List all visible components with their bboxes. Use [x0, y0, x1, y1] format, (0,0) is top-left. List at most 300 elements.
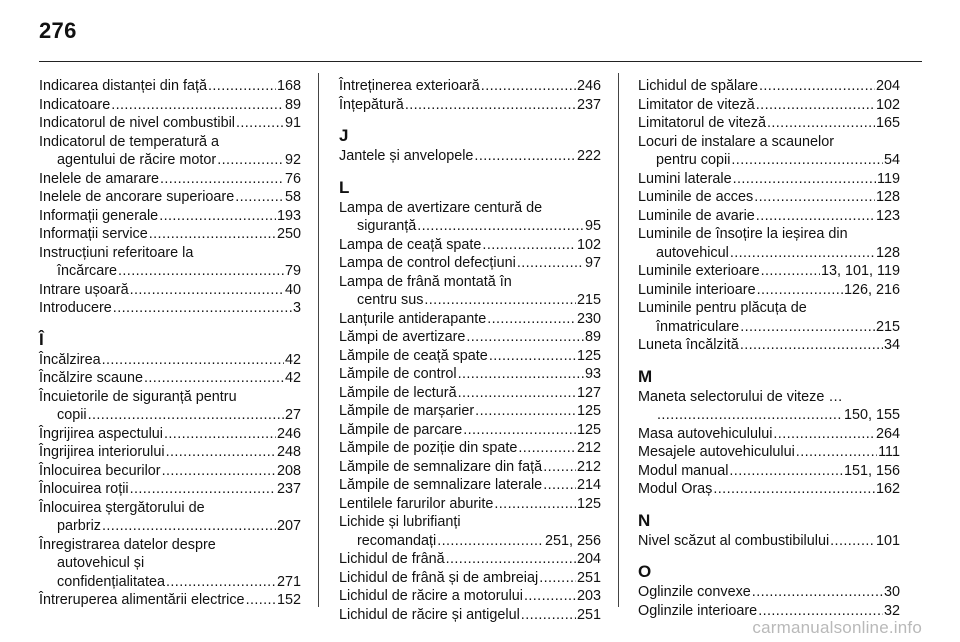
page-reference: 102 [576, 236, 601, 253]
index-entry-line [339, 458, 601, 477]
index-term: Lanțurile antiderapante [339, 310, 487, 327]
index-entry [339, 458, 601, 477]
index-entry-line [638, 96, 900, 115]
index-term: Luminile exterioare [638, 263, 760, 279]
index-entry [339, 273, 601, 310]
dot-leader [466, 328, 584, 347]
index-term: Oglinzile convexe [638, 584, 751, 600]
dot-leader [474, 147, 576, 166]
index-entry [39, 369, 301, 388]
index-entry-line [638, 133, 900, 152]
dot-leader [159, 207, 276, 226]
index-term: Modul Oraș [638, 481, 713, 497]
dot-leader [164, 425, 276, 444]
index-entry-line [638, 170, 900, 189]
index-column-1 [39, 77, 301, 610]
index-entry-line [638, 281, 900, 300]
index-entry [339, 550, 601, 569]
index-entry-line [39, 225, 301, 244]
index-term: Jantele și anvelopele [339, 148, 474, 164]
page-reference: 207 [276, 518, 301, 534]
index-entry-line [39, 573, 301, 592]
page-reference: 251, 256 [544, 532, 601, 549]
index-term: Lentilele farurilor aburite [339, 495, 494, 512]
index-entry [39, 480, 301, 499]
dot-leader [733, 170, 876, 189]
index-entry [39, 351, 301, 370]
index-letter-heading: O [638, 562, 652, 581]
index-term: copii [57, 407, 87, 423]
dot-leader [713, 480, 875, 499]
page-reference: 248 [276, 444, 301, 460]
index-entry-line [339, 236, 601, 255]
page-reference: 3 [292, 300, 301, 316]
index-term: Oglinzile interioare [638, 602, 758, 619]
dot-leader [518, 439, 576, 458]
page-reference: 212 [576, 440, 601, 456]
index-entry [339, 402, 601, 421]
index-term: Lămpile de lectură [339, 384, 457, 401]
page-reference: 162 [875, 481, 900, 497]
dot-leader [162, 462, 276, 481]
dot-leader [246, 591, 276, 610]
index-term: Îngrijirea interiorului [39, 444, 165, 460]
index-entry [638, 480, 900, 499]
dot-leader [494, 495, 576, 514]
page-reference: 34 [883, 337, 900, 353]
index-term: Lămpile de parcare [339, 421, 463, 438]
page-number: 276 [39, 18, 77, 43]
page-reference: 251 [576, 606, 601, 623]
index-term: înmatriculare [656, 318, 740, 335]
index-term: Introducere [39, 300, 112, 316]
dot-leader [482, 236, 576, 255]
index-term: Lampa de frână montată în [339, 273, 512, 290]
page-reference: 271 [276, 573, 301, 590]
index-entry-line [39, 114, 301, 133]
index-term: Lămpile de ceață spate [339, 347, 488, 364]
page-reference: 215 [576, 292, 601, 308]
index-term: Lichidul de frână și de ambreiaj [339, 569, 539, 586]
index-entry-line [339, 199, 601, 218]
index-entry-line [339, 347, 601, 366]
index-entry [339, 236, 601, 255]
index-term: Încălzirea [39, 351, 101, 368]
index-entry-line [39, 244, 301, 263]
column-divider [618, 73, 619, 607]
index-term: Întreținerea exterioară [339, 78, 480, 94]
index-entry-line [39, 499, 301, 518]
dot-leader [166, 443, 276, 462]
index-entry-line [39, 351, 301, 370]
index-entry-line [339, 217, 601, 236]
index-term: Lichidul de frână [339, 551, 445, 567]
index-entry-line [638, 207, 900, 226]
index-entry [39, 499, 301, 536]
dot-leader [481, 77, 576, 96]
index-term: Lămpile de control [339, 366, 457, 382]
dot-leader [740, 318, 875, 337]
index-term: Lămpile de marșarier [339, 403, 475, 419]
index-entry-line [638, 336, 900, 355]
dot-leader [752, 583, 883, 602]
index-term: autovehicul [656, 244, 729, 261]
index-entry-line [638, 244, 900, 263]
index-entry-line [638, 532, 900, 551]
index-entry [638, 388, 900, 425]
dot-leader [417, 217, 584, 236]
index-entry-line [39, 462, 301, 481]
dot-leader [543, 458, 576, 477]
index-term: Luneta încălzită [638, 337, 739, 353]
page-reference: 111 [878, 444, 900, 460]
page-reference: 127 [576, 384, 601, 401]
index-entry-line [339, 96, 601, 115]
index-entry-line [39, 517, 301, 536]
index-entry [39, 443, 301, 462]
dot-leader [88, 406, 284, 425]
dot-leader [463, 421, 576, 440]
index-entry-line [339, 587, 601, 606]
index-entry-line [39, 369, 301, 388]
index-term: Înlocuirea ștergătorului de [39, 499, 205, 516]
index-entry-line [39, 480, 301, 499]
page-reference: 54 [883, 152, 900, 168]
page-reference: 222 [576, 148, 601, 164]
page-reference: 119 [877, 170, 900, 187]
index-term: Lichidul de răcire și antigelul [339, 606, 520, 623]
index-term: Încuietorile de siguranță pentru [39, 388, 237, 405]
page-reference: 203 [576, 588, 601, 604]
index-entry-line [638, 318, 900, 337]
index-entry [39, 462, 301, 481]
index-entry-line [638, 77, 900, 96]
index-entry [39, 96, 301, 115]
page-reference: 79 [284, 263, 301, 279]
index-term: parbriz [57, 518, 101, 534]
index-term: siguranță [357, 218, 417, 234]
index-entry-line [39, 133, 301, 152]
index-entry-line [339, 513, 601, 532]
index-entry-line [638, 388, 900, 407]
index-entry [339, 347, 601, 366]
index-term: Îngrijirea aspectului [39, 425, 163, 442]
page-reference: 97 [584, 255, 601, 271]
index-entry [339, 476, 601, 495]
index-entry-line [339, 147, 601, 166]
page-reference: 32 [883, 602, 900, 619]
page-reference: 30 [883, 584, 900, 600]
dot-leader [729, 462, 843, 481]
index-entry [39, 388, 301, 425]
index-entry [339, 147, 601, 166]
dot-leader [458, 384, 576, 403]
index-term: Modul manual [638, 462, 729, 479]
page-reference: 251 [576, 569, 601, 586]
dot-leader [731, 151, 883, 170]
dot-leader [487, 310, 576, 329]
dot-leader [437, 532, 544, 551]
index-entry [339, 421, 601, 440]
index-entry-line [339, 495, 601, 514]
index-entry [638, 207, 900, 226]
page-reference: 93 [584, 366, 601, 382]
page-reference: 250 [276, 226, 301, 242]
index-term: Locuri de instalare a scaunelor [638, 133, 834, 150]
page-reference: 246 [276, 425, 301, 442]
index-term: Lămpile de semnalizare din față [339, 458, 543, 475]
index-entry [339, 513, 601, 550]
index-entry [39, 207, 301, 226]
index-term: Limitator de viteză [638, 96, 755, 113]
index-entry [39, 114, 301, 133]
index-entry [39, 170, 301, 189]
index-term: Înregistrarea datelor despre [39, 536, 216, 553]
dot-leader [217, 151, 284, 170]
dot-leader [118, 262, 284, 281]
index-entry-line [39, 151, 301, 170]
dot-leader [773, 425, 875, 444]
dot-leader [144, 369, 284, 388]
index-term: Lichidul de răcire a motorului [339, 588, 523, 604]
index-entry [39, 425, 301, 444]
index-term: Lichidul de spălare [638, 78, 759, 94]
index-entry [638, 443, 900, 462]
dot-leader [767, 114, 875, 133]
index-entry [638, 262, 900, 281]
page-reference: 230 [576, 310, 601, 327]
index-entry [638, 462, 900, 481]
index-term: Înlocuirea roții [39, 481, 129, 497]
index-term: autovehicul și [57, 555, 145, 571]
index-entry [39, 281, 301, 300]
index-letter-heading: J [339, 126, 349, 145]
page-reference: 193 [276, 207, 301, 224]
index-entry-line [339, 402, 601, 421]
page-reference: 125 [576, 403, 601, 419]
index-entry-line [339, 439, 601, 458]
index-entry-line [39, 281, 301, 300]
index-entry-line [638, 583, 900, 602]
index-term: Lămpi de avertizare [339, 329, 466, 345]
index-entry-line [638, 262, 900, 281]
dot-leader [730, 244, 875, 263]
page-reference: 58 [284, 189, 301, 205]
page-reference: 95 [584, 218, 601, 234]
index-term: Inelele de amarare [39, 170, 159, 187]
index-entry [39, 133, 301, 170]
page-reference: 89 [584, 329, 601, 345]
dot-leader [458, 365, 584, 384]
page-reference: 150, 155 [843, 407, 900, 423]
dot-leader [740, 336, 883, 355]
page-reference: 237 [276, 481, 301, 497]
index-entry-line [339, 532, 601, 551]
index-entry [39, 188, 301, 207]
index-term: Lampa de avertizare centură de [339, 199, 543, 216]
index-term: Întreruperea alimentării electrice [39, 592, 245, 608]
page-reference: 204 [875, 78, 900, 94]
page-reference: 27 [284, 407, 301, 423]
page-reference: 125 [576, 347, 601, 364]
index-entry-line [39, 299, 301, 318]
dot-leader [489, 347, 576, 366]
index-entry-line [39, 388, 301, 407]
page-reference: 92 [284, 152, 301, 168]
index-entry-line [39, 96, 301, 115]
column-divider [318, 73, 319, 607]
index-entry-line [638, 114, 900, 133]
dot-leader [102, 517, 276, 536]
index-term: Înlocuirea becurilor [39, 462, 161, 479]
dot-leader [754, 188, 875, 207]
index-entry-line [39, 425, 301, 444]
page-reference: 212 [576, 458, 601, 475]
index-entry-line [339, 421, 601, 440]
index-entry-line [638, 443, 900, 462]
dot-leader [796, 443, 877, 462]
index-entry-line [339, 365, 601, 384]
page-reference: 246 [576, 78, 601, 94]
index-column-2 [339, 77, 601, 624]
index-entry-line [638, 225, 900, 244]
page-reference: 40 [284, 281, 301, 298]
dot-leader [424, 291, 576, 310]
index-entry [339, 365, 601, 384]
page-reference: 125 [576, 495, 601, 512]
index-letter-heading: M [638, 366, 653, 386]
index-term: Intrare ușoară [39, 281, 129, 298]
dot-leader [111, 96, 284, 115]
index-term: Nivel scăzut al combustibilului [638, 532, 830, 549]
index-entry [638, 170, 900, 189]
index-term: recomandați [357, 532, 437, 549]
dot-leader [543, 476, 576, 495]
index-term: Lichide și lubrifianți [339, 514, 461, 530]
dot-leader [521, 606, 576, 625]
watermark: carmanualsonline.info [752, 618, 922, 637]
index-entry-line [339, 550, 601, 569]
index-entry [339, 606, 601, 625]
index-entry [638, 583, 900, 602]
index-term: Indicatorul de temperatură a [39, 133, 219, 150]
page-reference: 123 [875, 207, 900, 224]
index-entry-line [39, 170, 301, 189]
dot-leader [759, 77, 875, 96]
dot-leader [475, 402, 576, 421]
index-entry [39, 77, 301, 96]
dot-leader [517, 254, 584, 273]
index-entry [339, 310, 601, 329]
dot-leader [236, 114, 284, 133]
index-term: Încălzire scaune [39, 370, 143, 386]
index-entry-line [638, 462, 900, 481]
page-reference: 168 [276, 78, 301, 94]
index-term: pentru copii [656, 152, 731, 168]
index-entry [339, 328, 601, 347]
dot-leader [235, 188, 284, 207]
page-reference: 76 [284, 170, 301, 187]
index-entry [339, 384, 601, 403]
page-reference: 152 [276, 592, 301, 608]
index-term: Lămpile de poziție din spate [339, 440, 518, 456]
index-entry [638, 299, 900, 336]
index-entry-line [638, 188, 900, 207]
dot-leader [130, 281, 284, 300]
index-term: Informații generale [39, 207, 159, 224]
dot-leader [524, 587, 576, 606]
page-reference: 237 [576, 96, 601, 113]
index-entry [339, 96, 601, 115]
index-entry-line [339, 384, 601, 403]
index-entry-line [39, 591, 301, 610]
index-term: Mesajele autovehiculului [638, 444, 795, 460]
index-term: Lămpile de semnalizare laterale [339, 477, 543, 493]
index-entry-line [39, 443, 301, 462]
dot-leader [102, 351, 284, 370]
index-entry-line [39, 406, 301, 425]
index-entry-line [39, 262, 301, 281]
index-entry [638, 336, 900, 355]
index-entry-line [638, 425, 900, 444]
page-reference: 13, 101, 119 [821, 263, 900, 279]
index-letter-heading: L [339, 177, 350, 197]
index-entry-line [39, 188, 301, 207]
dot-leader [405, 96, 576, 115]
index-entry-line [638, 480, 900, 499]
page-reference: 264 [875, 425, 900, 442]
index-term: Luminile pentru plăcuța de [638, 300, 807, 316]
index-entry-line [39, 554, 301, 573]
index-entry [638, 425, 900, 444]
header-rule [39, 61, 922, 62]
page-reference: 128 [875, 244, 900, 261]
index-entry [339, 77, 601, 96]
page-reference: 91 [284, 115, 301, 131]
index-term: agentului de răcire motor [57, 152, 217, 168]
index-term: Lumini laterale [638, 170, 732, 187]
index-term: Informații service [39, 226, 148, 242]
page-reference: 126, 216 [843, 281, 900, 298]
index-term: Lampa de ceață spate [339, 236, 482, 253]
index-letter-heading: Î [39, 329, 44, 349]
index-entry [39, 244, 301, 281]
index-entry-line [339, 606, 601, 625]
dot-leader [149, 225, 276, 244]
index-letter-heading: N [638, 510, 651, 530]
index-entry [638, 114, 900, 133]
dot-leader [539, 569, 576, 588]
index-entry [39, 591, 301, 610]
index-entry [638, 281, 900, 300]
index-term: Luminile de acces [638, 189, 754, 205]
dot-leader [757, 281, 843, 300]
page-reference: 208 [276, 462, 301, 479]
page-reference: 128 [875, 189, 900, 205]
index-term: Maneta selectorului de viteze … [638, 388, 843, 405]
dot-leader [166, 573, 276, 592]
index-entry [39, 299, 301, 318]
index-entry-line [339, 254, 601, 273]
index-entry-line [638, 299, 900, 318]
dot-leader [446, 550, 576, 569]
index-term: confidențialitatea [57, 573, 166, 590]
page-reference: 42 [284, 351, 301, 368]
page-reference: 204 [576, 551, 601, 567]
page-reference: 214 [576, 477, 601, 493]
dot-leader [756, 96, 875, 115]
page-reference: 151, 156 [843, 462, 900, 479]
